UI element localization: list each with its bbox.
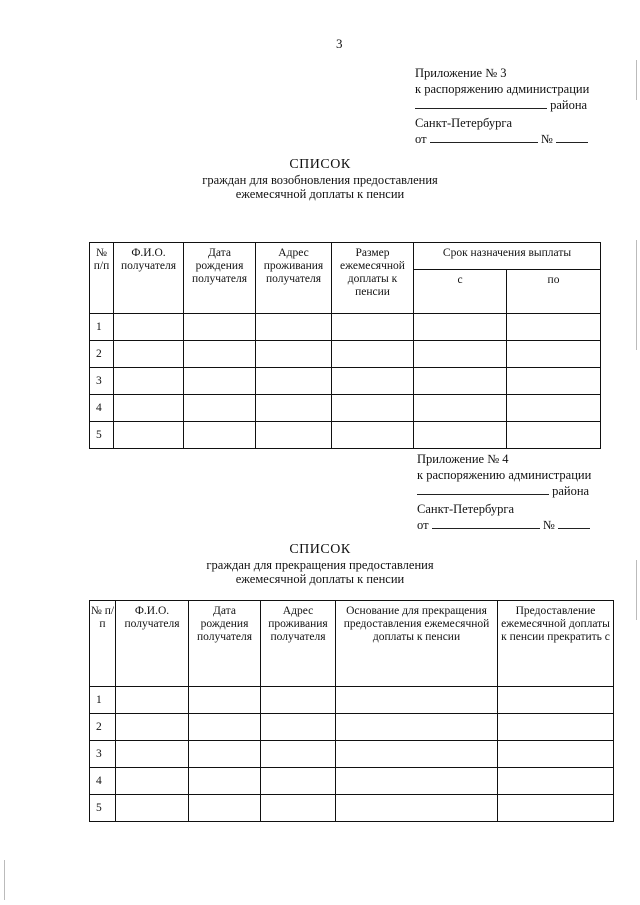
appendix-4-header [417, 452, 591, 534]
date-blank [432, 518, 540, 529]
scan-mark [636, 240, 637, 350]
cell-empty [116, 795, 189, 822]
appendix-4-title: Приложение № 4 [417, 452, 509, 466]
list-1-title-block [0, 156, 640, 201]
cell-empty [332, 422, 414, 449]
cell-empty [184, 341, 256, 368]
list-1-table [89, 242, 601, 449]
cell-empty [184, 314, 256, 341]
list-1-subtitle-2: ежемесячной доплаты к пенсии [235, 187, 405, 201]
table-row [90, 687, 614, 714]
cell-empty [332, 395, 414, 422]
cell-empty [116, 741, 189, 768]
cell-empty [261, 687, 336, 714]
row-number: 3 [90, 741, 116, 768]
list-2-title-block [0, 541, 640, 586]
date-blank [430, 132, 538, 143]
district-label: района [552, 484, 590, 498]
scan-mark [636, 60, 637, 100]
cell-empty [498, 741, 614, 768]
appendix-3-district-line [415, 98, 589, 114]
header-address: Адрес проживания получателя [261, 601, 336, 687]
cell-empty [414, 314, 507, 341]
cell-empty [498, 687, 614, 714]
table-row [90, 368, 601, 395]
row-number: 4 [90, 768, 116, 795]
cell-empty [261, 741, 336, 768]
table-row [90, 341, 601, 368]
cell-empty [261, 768, 336, 795]
appendix-3-city: Санкт-Петербурга [415, 116, 513, 130]
cell-empty [507, 314, 601, 341]
number-label: № [542, 518, 555, 532]
appendix-4-order-ref: к распоряжению администрации [417, 468, 592, 482]
header-termination-date: Предоставление ежемесячной доплаты к пенсии прекратить с [498, 601, 614, 687]
page-number: 3 [336, 36, 343, 51]
list-2-title: СПИСОК [289, 542, 351, 557]
number-label: № [540, 132, 553, 146]
scan-mark [4, 860, 5, 900]
cell-empty [261, 795, 336, 822]
table-row [90, 395, 601, 422]
row-number: 3 [90, 368, 114, 395]
cell-empty [256, 368, 332, 395]
cell-empty [507, 341, 601, 368]
cell-empty [114, 422, 184, 449]
cell-empty [498, 768, 614, 795]
row-number: 4 [90, 395, 114, 422]
header-address: Адрес проживания получателя [256, 243, 332, 314]
cell-empty [507, 422, 601, 449]
header-birth-date: Дата рождения получателя [189, 601, 261, 687]
cell-empty [184, 422, 256, 449]
cell-empty [114, 341, 184, 368]
row-number: 1 [90, 314, 114, 341]
cell-empty [261, 714, 336, 741]
cell-empty [114, 368, 184, 395]
appendix-3-header [415, 66, 589, 148]
cell-empty [189, 687, 261, 714]
cell-empty [507, 368, 601, 395]
number-blank [558, 518, 590, 529]
row-number: 2 [90, 341, 114, 368]
cell-empty [189, 714, 261, 741]
header-fio: Ф.И.О. получателя [116, 601, 189, 687]
list-2-subtitle-2: ежемесячной доплаты к пенсии [235, 572, 405, 586]
appendix-3-title: Приложение № 3 [415, 66, 507, 80]
cell-empty [336, 741, 498, 768]
table-row [90, 314, 601, 341]
appendix-3-order-ref: к распоряжению администрации [415, 82, 590, 96]
district-blank [415, 98, 547, 109]
date-from-label: от [415, 132, 427, 146]
header-amount: Размер ежемесячной доплаты к пенсии [332, 243, 414, 314]
cell-empty [116, 768, 189, 795]
cell-empty [414, 368, 507, 395]
appendix-3-date-line [415, 132, 589, 148]
header-fio: Ф.И.О. получателя [114, 243, 184, 314]
cell-empty [336, 687, 498, 714]
cell-empty [336, 768, 498, 795]
cell-empty [498, 795, 614, 822]
cell-empty [189, 768, 261, 795]
table-row [90, 795, 614, 822]
cell-empty [507, 395, 601, 422]
list-1-title: СПИСОК [289, 157, 351, 172]
cell-empty [414, 341, 507, 368]
row-number: 5 [90, 422, 114, 449]
cell-empty [414, 422, 507, 449]
header-termination-reason: Основание для прекращения предоставления ежемесячной доплаты к пенсии [336, 601, 498, 687]
cell-empty [332, 341, 414, 368]
date-from-label: от [417, 518, 429, 532]
list-1-subtitle-1: граждан для возобновления предоставления [202, 173, 438, 187]
header-birth-date: Дата рождения получателя [184, 243, 256, 314]
header-period-from: с [414, 270, 507, 314]
scan-mark [636, 560, 637, 620]
cell-empty [256, 314, 332, 341]
row-number: 2 [90, 714, 116, 741]
header-num: № п/п [90, 243, 114, 314]
cell-empty [114, 395, 184, 422]
appendix-4-district-line [417, 484, 591, 500]
cell-empty [189, 741, 261, 768]
table-row [90, 422, 601, 449]
list-2-subtitle-1: граждан для прекращения предоставления [206, 558, 434, 572]
cell-empty [414, 395, 507, 422]
number-blank [556, 132, 588, 143]
cell-empty [184, 395, 256, 422]
table-row [90, 768, 614, 795]
cell-empty [189, 795, 261, 822]
header-payment-period: Срок назначения выплаты [414, 243, 601, 270]
cell-empty [116, 714, 189, 741]
header-num: № п/п [90, 601, 116, 687]
table-row [90, 714, 614, 741]
cell-empty [332, 314, 414, 341]
appendix-4-date-line [417, 518, 591, 534]
cell-empty [336, 795, 498, 822]
cell-empty [256, 422, 332, 449]
district-label: района [550, 98, 588, 112]
row-number: 5 [90, 795, 116, 822]
table-row [90, 741, 614, 768]
cell-empty [498, 714, 614, 741]
cell-empty [332, 368, 414, 395]
cell-empty [256, 395, 332, 422]
district-blank [417, 484, 549, 495]
header-period-to: по [507, 270, 601, 314]
cell-empty [336, 714, 498, 741]
row-number: 1 [90, 687, 116, 714]
list-2-table [89, 600, 614, 822]
cell-empty [114, 314, 184, 341]
cell-empty [184, 368, 256, 395]
appendix-4-city: Санкт-Петербурга [417, 502, 515, 516]
cell-empty [116, 687, 189, 714]
cell-empty [256, 341, 332, 368]
